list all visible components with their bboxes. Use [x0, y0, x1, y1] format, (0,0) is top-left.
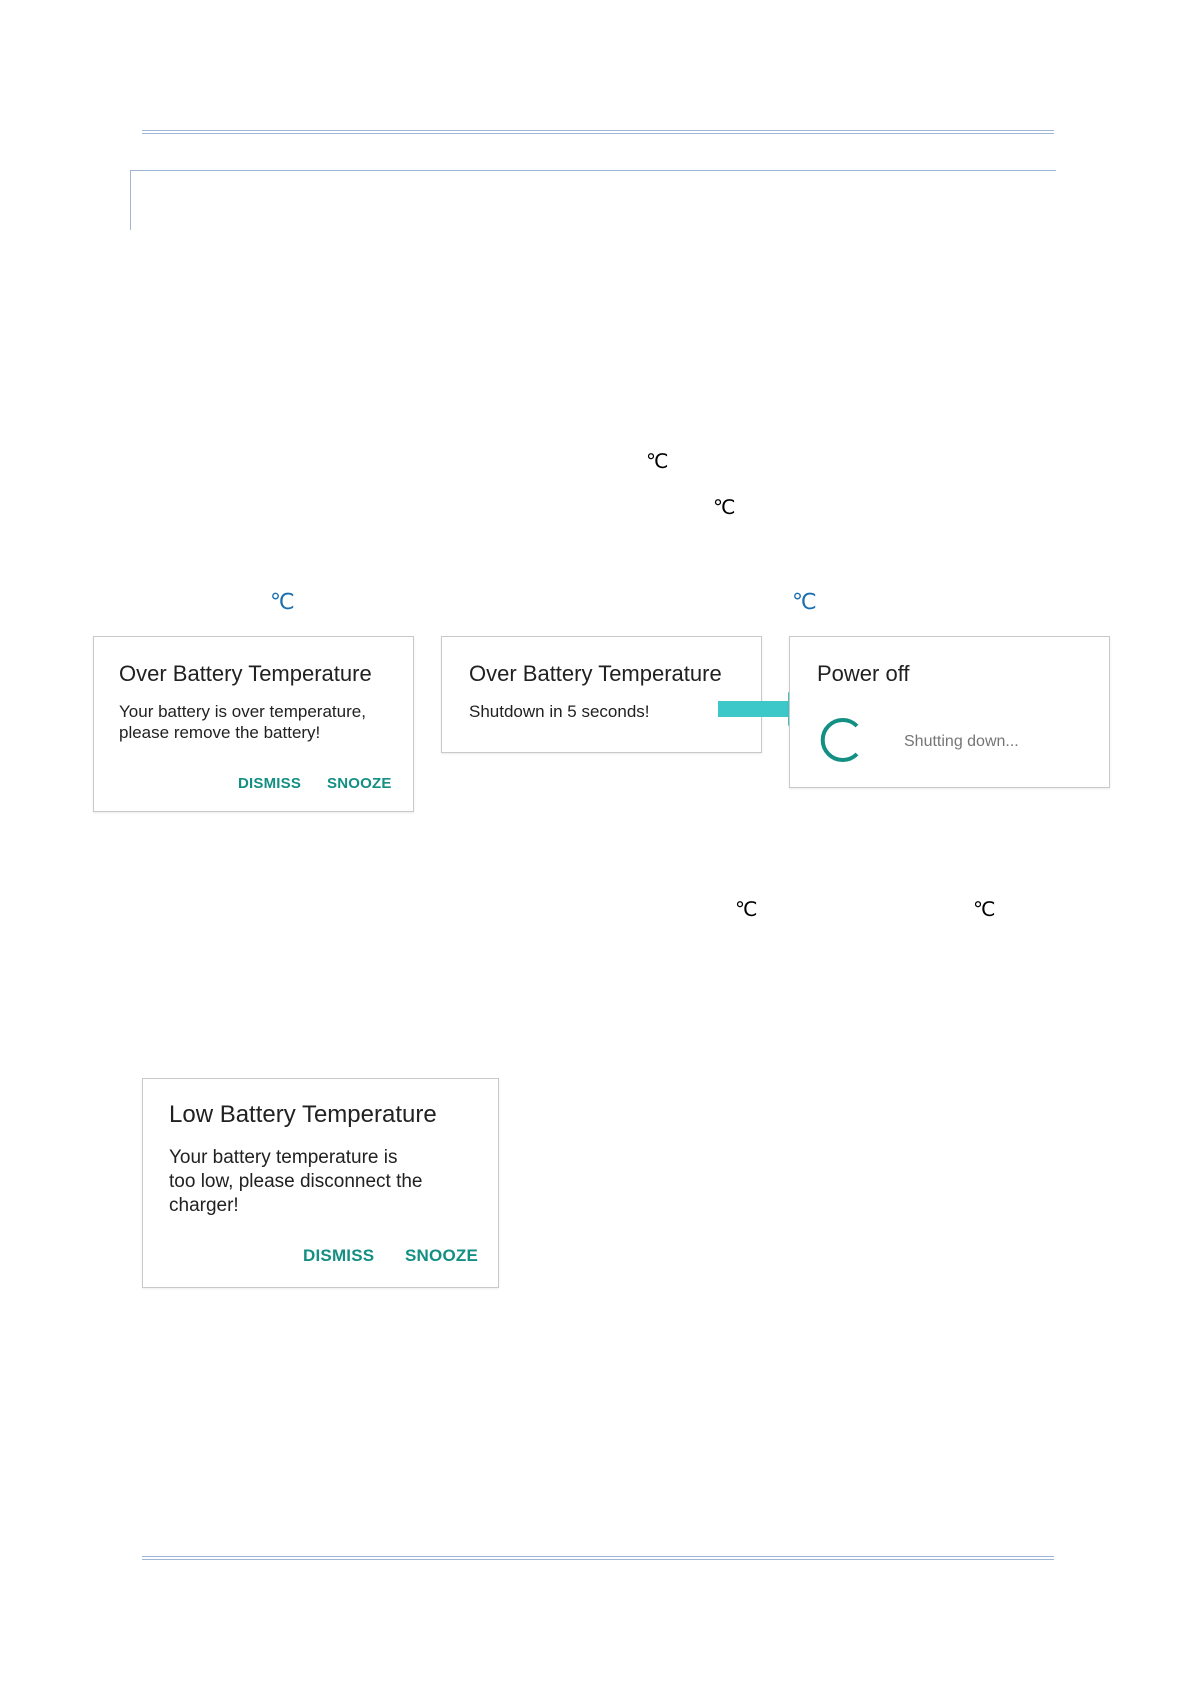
dialog-message-line: too low, please disconnect the: [169, 1171, 423, 1192]
dismiss-button[interactable]: DISMISS: [303, 1246, 375, 1265]
dialog-message-line: please remove the battery!: [119, 723, 321, 742]
section-heading-box: [130, 170, 1056, 230]
dialog-message: [119, 701, 366, 743]
celsius-symbol: ℃: [792, 590, 817, 615]
power-off-dialog: [789, 636, 1110, 788]
over-temp-warning-dialog: [93, 636, 414, 812]
dialog-message: [169, 1146, 423, 1218]
loading-spinner-icon: [820, 717, 866, 763]
celsius-symbol: ℃: [646, 449, 669, 473]
dialog-title: Low Battery Temperature: [169, 1101, 437, 1128]
dialog-message-line: Your battery temperature is: [169, 1147, 398, 1168]
shutdown-status-text: Shutting down...: [904, 733, 1019, 750]
dialog-title: Over Battery Temperature: [119, 661, 372, 686]
footer-rule: [142, 1556, 1054, 1560]
snooze-button[interactable]: SNOOZE: [327, 775, 392, 792]
dialog-message-line: Your battery is over temperature,: [119, 702, 366, 721]
celsius-symbol: ℃: [973, 897, 996, 921]
dialog-title: Over Battery Temperature: [469, 661, 722, 686]
dialog-message: Shutdown in 5 seconds!: [469, 702, 650, 721]
dismiss-button[interactable]: DISMISS: [238, 775, 302, 792]
header-rule: [142, 130, 1054, 134]
celsius-symbol: ℃: [735, 897, 758, 921]
celsius-symbol: ℃: [270, 590, 295, 615]
dialog-message-line: charger!: [169, 1195, 239, 1216]
over-temp-shutdown-dialog: [441, 636, 762, 753]
dialog-title: Power off: [817, 661, 910, 686]
low-temp-warning-dialog: [142, 1078, 499, 1288]
celsius-symbol: ℃: [713, 495, 736, 519]
snooze-button[interactable]: SNOOZE: [405, 1246, 478, 1265]
